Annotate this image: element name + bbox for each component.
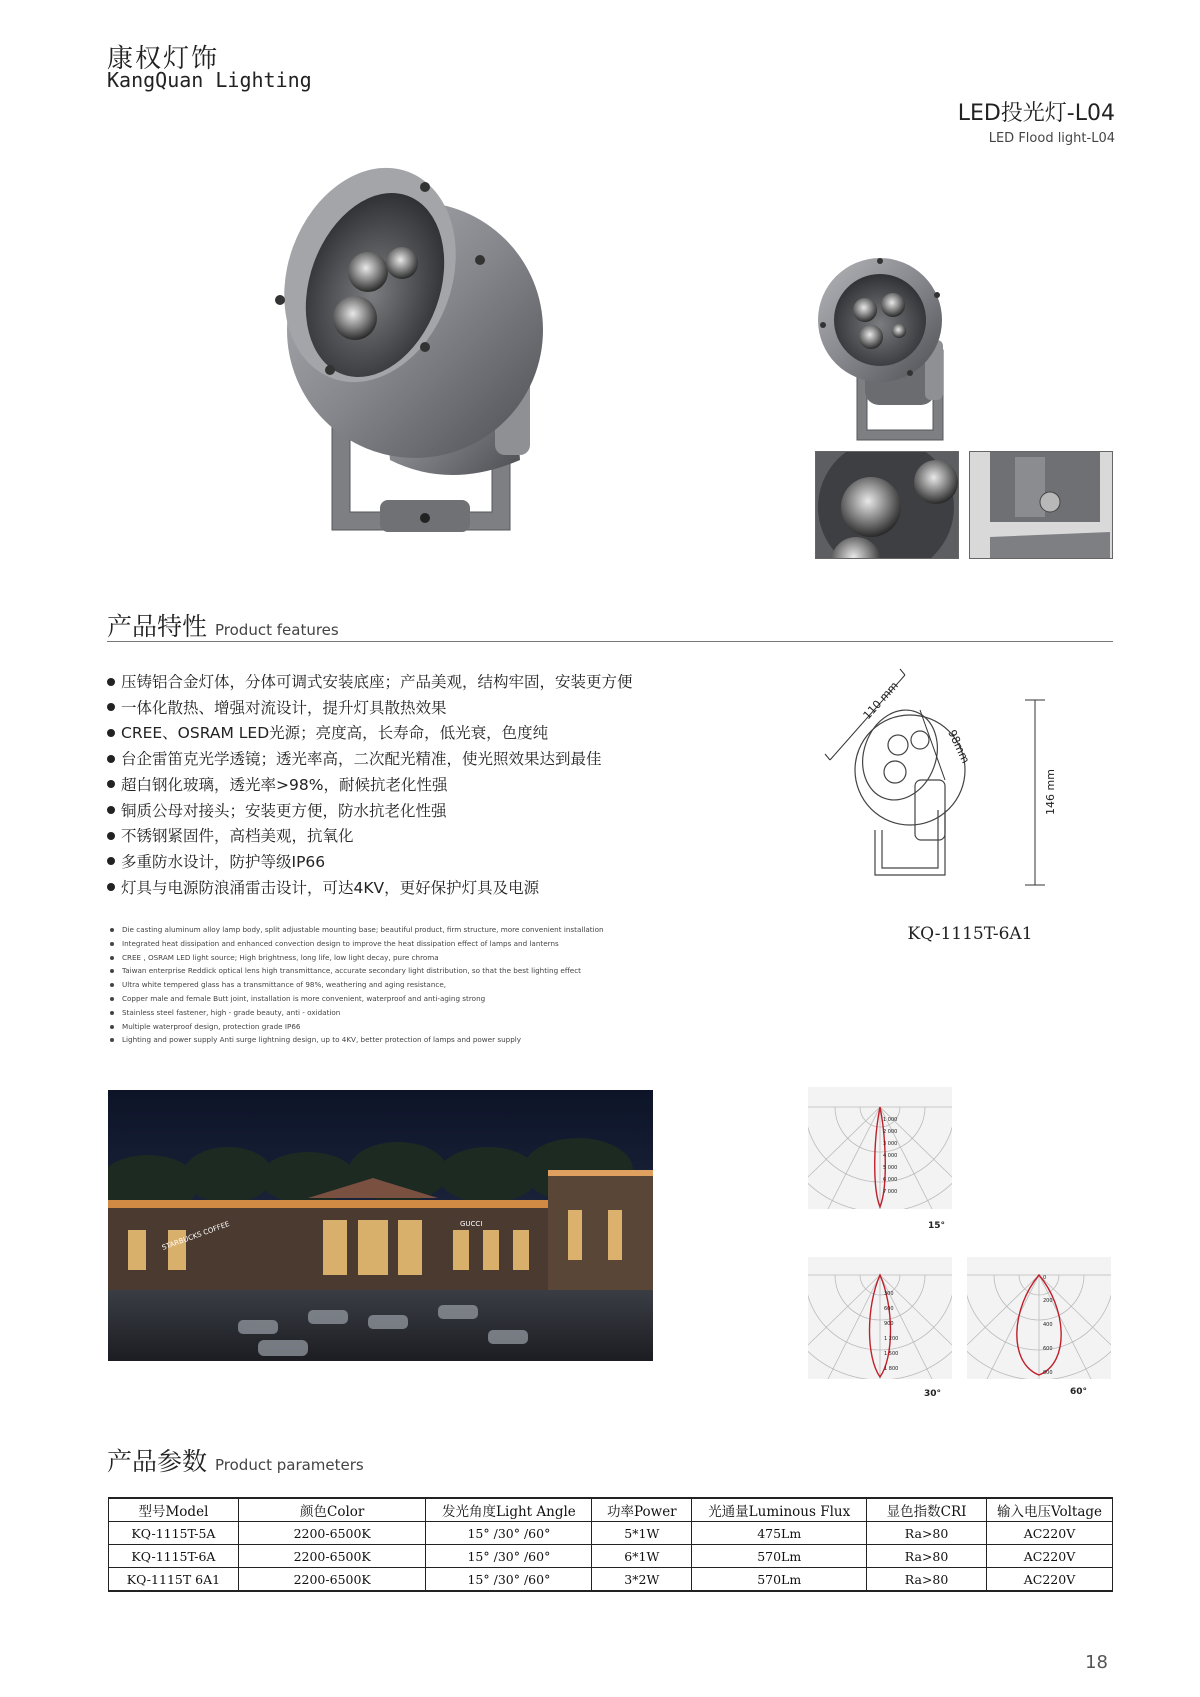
bullet-icon bbox=[110, 942, 114, 946]
svg-text:800: 800 bbox=[1043, 1370, 1053, 1376]
header-luminous-flux: 光通量Luminous Flux bbox=[692, 1498, 867, 1522]
polar-chart-15-label: 15° bbox=[928, 1221, 946, 1231]
feature-item: 灯具与电源防浪涌雷击设计，可达4KV，更好保护灯具及电源 bbox=[107, 876, 727, 902]
features-list-cn bbox=[107, 670, 727, 901]
product-title: LED投光灯-L04 bbox=[957, 101, 1115, 126]
bullet-icon bbox=[110, 1011, 114, 1015]
cell-luminous-flux: 570Lm bbox=[692, 1568, 867, 1592]
svg-text:1 000: 1 000 bbox=[883, 1117, 898, 1123]
bullet-icon bbox=[107, 780, 115, 788]
svg-text:6 000: 6 000 bbox=[883, 1177, 898, 1183]
svg-text:5 000: 5 000 bbox=[883, 1165, 898, 1171]
cell-cri: Ra>80 bbox=[867, 1522, 987, 1545]
header-color: 颜色Color bbox=[238, 1498, 426, 1522]
feature-item: CREE、OSRAM LED光源；亮度高，长寿命，低光衰，色度纯 bbox=[107, 721, 727, 747]
page-number: 18 bbox=[1085, 1652, 1108, 1673]
svg-text:7 000: 7 000 bbox=[883, 1189, 898, 1195]
svg-text:1 500: 1 500 bbox=[884, 1351, 899, 1357]
bullet-icon bbox=[110, 928, 114, 932]
side-product-image bbox=[815, 255, 965, 450]
cell-light-angle: 15° /30° /60° bbox=[426, 1522, 592, 1545]
cell-cri: Ra>80 bbox=[867, 1568, 987, 1592]
feature-item: 一体化散热、增强对流设计，提升灯具散热效果 bbox=[107, 696, 727, 722]
cell-model: KQ-1115T-6A bbox=[109, 1545, 239, 1568]
cell-model: KQ-1115T 6A1 bbox=[109, 1568, 239, 1592]
cell-power: 6*1W bbox=[592, 1545, 692, 1568]
feature-item-en: Die casting aluminum alloy lamp body, split adjustable mounting base; beautiful product, firm structure, more convenient installation bbox=[110, 923, 730, 937]
cell-power: 3*2W bbox=[592, 1568, 692, 1592]
svg-text:600: 600 bbox=[1043, 1346, 1053, 1352]
header-cri: 显色指数CRI bbox=[867, 1498, 987, 1522]
polar-chart-30 bbox=[808, 1257, 952, 1379]
dimension-height-label: 146 mm bbox=[1044, 769, 1057, 815]
svg-text:1 800: 1 800 bbox=[884, 1366, 899, 1372]
cell-luminous-flux: 570Lm bbox=[692, 1545, 867, 1568]
table-row bbox=[109, 1568, 1113, 1592]
table-row bbox=[109, 1545, 1113, 1568]
bullet-icon bbox=[107, 729, 115, 737]
svg-text:3 000: 3 000 bbox=[883, 1141, 898, 1147]
cell-light-angle: 15° /30° /60° bbox=[426, 1568, 592, 1592]
svg-text:2 000: 2 000 bbox=[883, 1129, 898, 1135]
feature-item-en: Copper male and female Butt joint, installation is more convenient, waterproof and anti-aging strong bbox=[110, 992, 730, 1006]
bullet-icon bbox=[107, 806, 115, 814]
svg-text:300: 300 bbox=[884, 1291, 894, 1297]
feature-item-en: Multiple waterproof design, protection grade IP66 bbox=[110, 1020, 730, 1034]
dimension-width-label: 110 mm bbox=[860, 679, 901, 723]
feature-item: 铜质公母对接头；安装更方便，防水抗老化性强 bbox=[107, 799, 727, 825]
bullet-icon bbox=[107, 832, 115, 840]
params-title-en: Product parameters bbox=[215, 1456, 364, 1474]
scene-sign-gucci: GUCCI bbox=[460, 1220, 483, 1228]
svg-text:200: 200 bbox=[1043, 1298, 1053, 1304]
feature-item-en: Taiwan enterprise Reddick optical lens high transmittance, accurate secondary light distribution, so that the best lighting effect bbox=[110, 964, 730, 978]
brand-name-cn: 康权灯饰 bbox=[107, 44, 220, 74]
params-title-cn: 产品参数 bbox=[107, 1447, 208, 1476]
polar-chart-15 bbox=[808, 1087, 952, 1209]
cell-cri: Ra>80 bbox=[867, 1545, 987, 1568]
feature-item: 超白钢化玻璃，透光率>98%，耐候抗老化性强 bbox=[107, 773, 727, 799]
features-section-heading bbox=[107, 607, 339, 643]
params-section-heading bbox=[107, 1442, 364, 1478]
svg-text:1 200: 1 200 bbox=[884, 1336, 899, 1342]
feature-item: 台企雷笛克光学透镜；透光率高，二次配光精准，使光照效果达到最佳 bbox=[107, 747, 727, 773]
polar-chart-30-label: 30° bbox=[924, 1389, 942, 1399]
header-power: 功率Power bbox=[592, 1498, 692, 1522]
feature-item-en: Stainless steel fastener, high - grade beauty, anti - oxidation bbox=[110, 1006, 730, 1020]
cell-color: 2200-6500K bbox=[238, 1545, 426, 1568]
svg-text:900: 900 bbox=[884, 1321, 894, 1327]
bullet-icon bbox=[110, 983, 114, 987]
bullet-icon bbox=[107, 883, 115, 891]
application-scene-photo bbox=[108, 1090, 653, 1361]
header-voltage: 输入电压Voltage bbox=[987, 1498, 1113, 1522]
cell-voltage: AC220V bbox=[987, 1545, 1113, 1568]
feature-item-en: Integrated heat dissipation and enhanced convection design to improve the heat dissipation effect of lamps and lanterns bbox=[110, 937, 730, 951]
cell-luminous-flux: 475Lm bbox=[692, 1522, 867, 1545]
polar-chart-60 bbox=[967, 1257, 1111, 1379]
bullet-icon bbox=[110, 1038, 114, 1042]
feature-item-en: Ultra white tempered glass has a transmittance of 98%, weathering and aging resistance, bbox=[110, 978, 730, 992]
polar-chart-60-label: 60° bbox=[1070, 1387, 1088, 1397]
svg-text:4 000: 4 000 bbox=[883, 1153, 898, 1159]
bullet-icon bbox=[110, 1025, 114, 1029]
cell-power: 5*1W bbox=[592, 1522, 692, 1545]
feature-item: 压铸铝合金灯体，分体可调式安装底座；产品美观，结构牢固，安装更方便 bbox=[107, 670, 727, 696]
detail-thumbnail-connector bbox=[969, 451, 1113, 559]
params-table bbox=[108, 1497, 1113, 1592]
main-product-image bbox=[270, 160, 590, 570]
header-light-angle: 发光角度Light Angle bbox=[426, 1498, 592, 1522]
feature-item-en: CREE , OSRAM LED light source; High brightness, long life, low light decay, pure chroma bbox=[110, 951, 730, 965]
bullet-icon bbox=[110, 956, 114, 960]
table-header-row bbox=[109, 1498, 1113, 1522]
bullet-icon bbox=[107, 755, 115, 763]
dimension-depth-label: 98mm bbox=[945, 727, 973, 766]
bullet-icon bbox=[107, 678, 115, 686]
features-title-en: Product features bbox=[215, 621, 339, 639]
bullet-icon bbox=[107, 857, 115, 865]
svg-text:0: 0 bbox=[1043, 1275, 1047, 1281]
header-model: 型号Model bbox=[109, 1498, 239, 1522]
cell-color: 2200-6500K bbox=[238, 1522, 426, 1545]
product-subtitle: LED Flood light-L04 bbox=[988, 131, 1115, 146]
cell-voltage: AC220V bbox=[987, 1568, 1113, 1592]
bullet-icon bbox=[107, 703, 115, 711]
features-title-cn: 产品特性 bbox=[107, 612, 208, 641]
feature-item: 多重防水设计，防护等级IP66 bbox=[107, 850, 727, 876]
scene-sign-starbucks: STARBUCKS COFFEE bbox=[160, 1220, 231, 1252]
features-divider bbox=[107, 641, 1113, 642]
dimension-drawing bbox=[820, 660, 1080, 900]
features-list-en bbox=[110, 923, 730, 1047]
cell-light-angle: 15° /30° /60° bbox=[426, 1545, 592, 1568]
brand-name-en: KangQuan Lighting bbox=[107, 68, 312, 92]
cell-color: 2200-6500K bbox=[238, 1568, 426, 1592]
bullet-icon bbox=[110, 969, 114, 973]
bullet-icon bbox=[110, 997, 114, 1001]
table-row bbox=[109, 1522, 1113, 1545]
detail-thumbnail-lens bbox=[815, 451, 959, 559]
feature-item: 不锈钢紧固件，高档美观，抗氧化 bbox=[107, 824, 727, 850]
svg-text:600: 600 bbox=[884, 1306, 894, 1312]
dimension-model-label: KQ-1115T-6A1 bbox=[907, 924, 1033, 944]
svg-text:400: 400 bbox=[1043, 1322, 1053, 1328]
cell-voltage: AC220V bbox=[987, 1522, 1113, 1545]
feature-item-en: Lighting and power supply Anti surge lightning design, up to 4KV, better protection of lamps and power supply bbox=[110, 1033, 730, 1047]
cell-model: KQ-1115T-5A bbox=[109, 1522, 239, 1545]
